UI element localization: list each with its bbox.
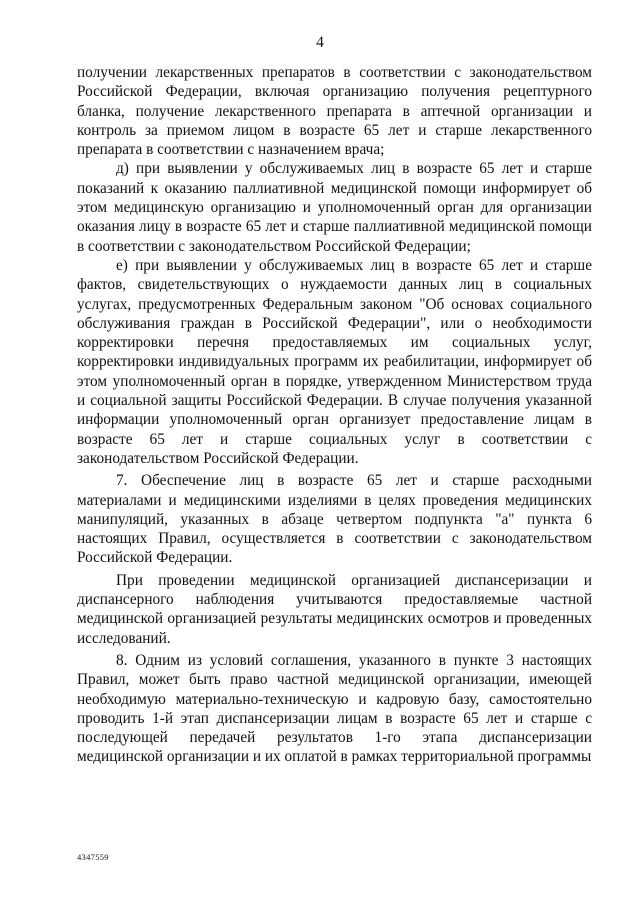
paragraph-subitem-e: е) при выявлении у обслуживаемых лиц в возрасте 65 лет и старше фактов, свидетельствующих о нуждаемости данных лиц в социальных услугах, предусмотренных Федеральным законом "Об основах социального обслуживания граждан в Российской Федерации", или о необходимости корректировки перечня предоставляемых им социальных услуг, корректировки индивидуальных программ их реабилитации, информирует об этом уполномоченный орган в порядке, утвержденном Министерством труда и социальной защиты Российской Федерации. В случае получения указанной информации уполномоченный орган организует предоставление лицам в возрасте 65 лет и старше социальных услуг в соответствии с законодательством Российской Федерации.: [77, 256, 592, 467]
paragraph-item-8: 8. Одним из условий соглашения, указанного в пункте 3 настоящих Правил, может быть право частной медицинской организации, имеющей необходимую материально-техническую и кадровую базу, самостоятельно проводить 1-й этап диспансеризации лицам в возрасте 65 лет и старше с последующей передачей результатов 1-го этапа диспансеризации медицинской организации и их оплатой в рамках территориальной программы: [77, 651, 592, 766]
paragraph-item-7: 7. Обеспечение лиц в возрасте 65 лет и старше расходными материалами и медицинскими изделиями в целях проведения медицинских манипуляций, указанных в абзаце четвертом подпункта "а" пункта 6 настоящих Правил, осуществляется в соответствии с законодательством Российской Федерации.: [77, 472, 592, 567]
document-code: 4347559: [77, 852, 109, 862]
document-body: [77, 63, 592, 767]
paragraph-subitem-d: д) при выявлении у обслуживаемых лиц в возрасте 65 лет и старше показаний к оказанию паллиативной медицинской помощи информирует об этом медицинскую организацию и уполномоченный орган для организации оказания лицу в возрасте 65 лет и старше паллиативной медицинской помощи в соответствии с законодательством Российской Федерации;: [77, 160, 592, 255]
paragraph-continuation: получении лекарственных препаратов в соответствии с законодательством Российской Федерации, включая организацию получения рецептурного бланка, получение лекарственного препарата в аптечной организации и контроль за приемом лицом в возрасте 65 лет и старше лекарственного препарата в соответствии с назначением врача;: [77, 64, 592, 159]
paragraph-dispensary-observation: При проведении медицинской организацией диспансеризации и диспансерного наблюдения учитываются предоставляемые частной медицинской организацией результаты медицинских осмотров и проведенных исследований.: [77, 571, 592, 647]
page-number: 4: [316, 34, 324, 51]
